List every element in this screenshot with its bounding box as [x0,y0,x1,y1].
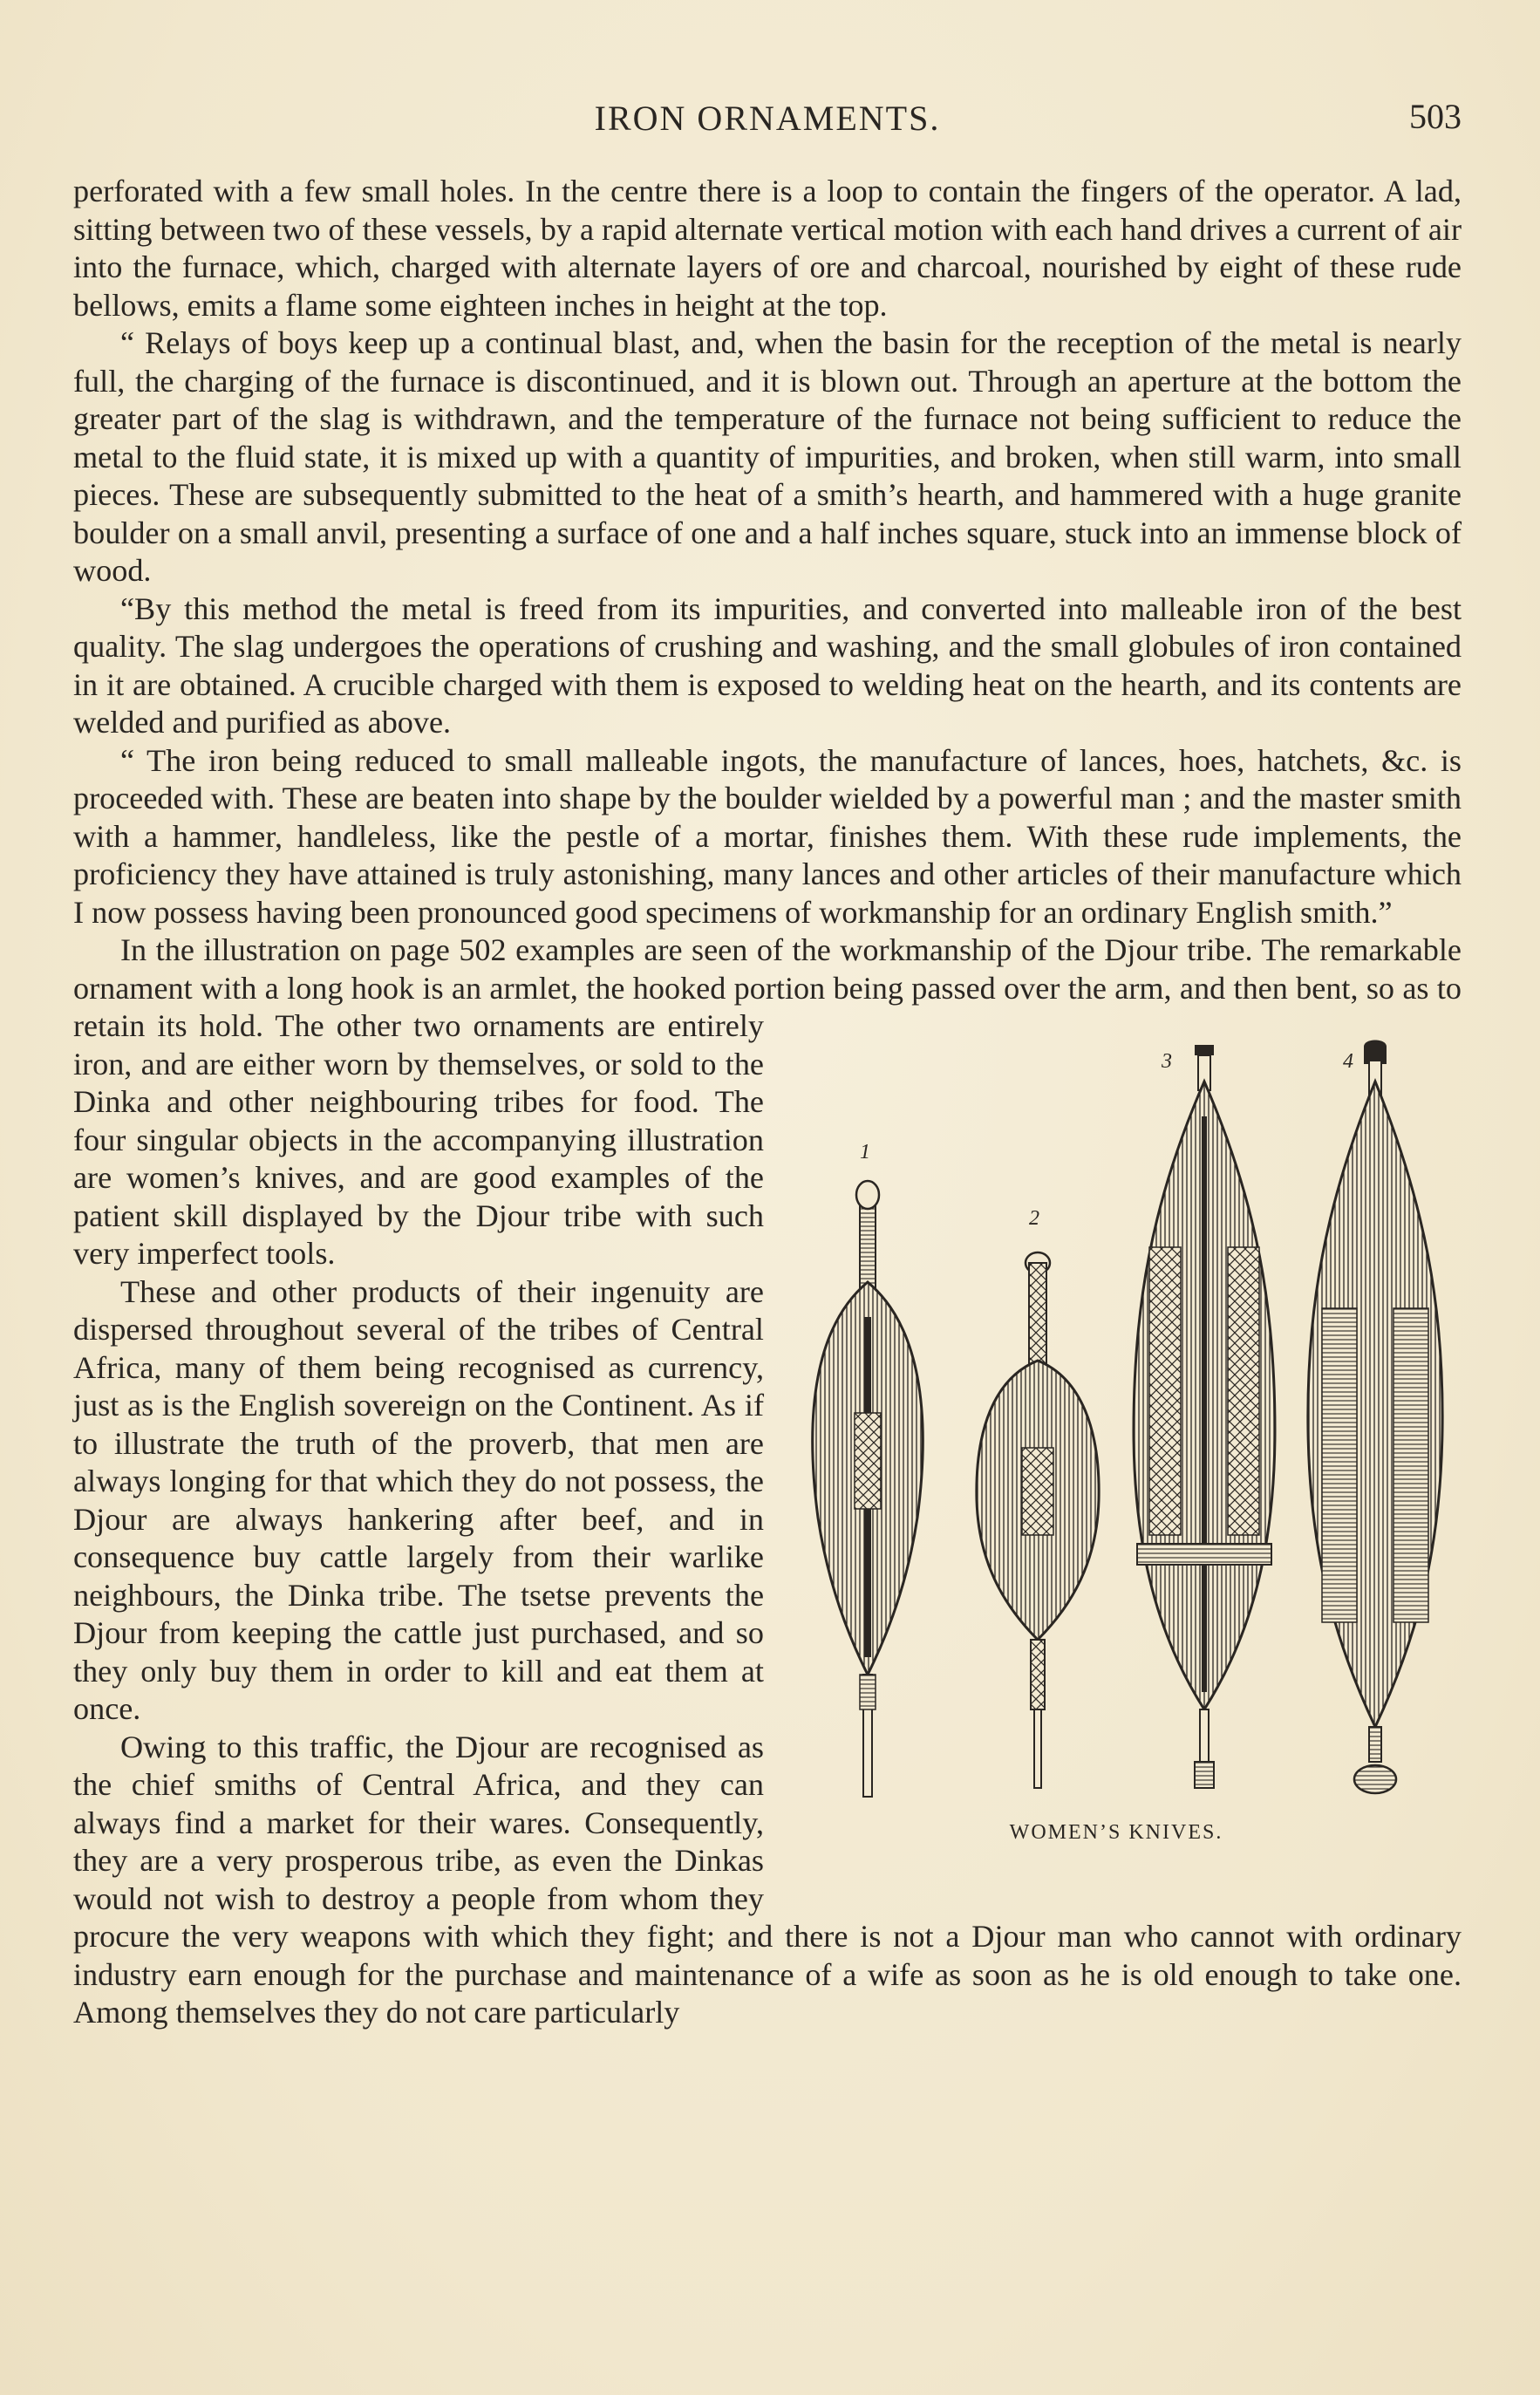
paragraph-4-text: “ The iron being reduced to small malleable ingots, the manufacture of lances, hoes, hatchets, &c. is proceeded with. These are beaten into shape by the boulder wielded by a powerful man ; and the master smith with a hammer, handleless, like the pestle of a mortar, finishes them. With these rude implements, the proficiency they have attained is truly astonishing, many lances and other articles of their manufacture which I now possess having been pronounced good specimens of workmanship for an ordinary English smith.” [73,742,1462,930]
running-head: IRON ORNAMENTS. [594,99,941,138]
figure-caption: WOMEN’S KNIVES. [1009,1821,1223,1844]
paragraph-6: These and other products of their ingenuity are dispersed throughout several of the tribes of Central Africa, many of them being recognised as currency, just as is the English sovereign on the Continent. As if to illustrate the truth of the proverb, that men are always longing for that which they do not possess, the Djour are always hankering after beef, and in consequence buy cattle largely from their warlike neighbours, the Dinka tribe. The tsetse prevents the Djour from keeping the cattle just purchased, and so they only buy them in order to kill and eat them at once. [73,1273,764,1726]
knife-number-3: 3 [1162,1050,1172,1073]
knife-number-2: 2 [1029,1207,1039,1230]
knife-number-4: 4 [1343,1050,1353,1073]
figure-womens-knives [785,1029,1465,1849]
paragraph-7: Owing to this traffic, the Djour are recognised as the chief smiths of Central Africa, and they can always find a market for their wares. Consequently, they are a very prosperous tribe, as even the Dinkas would not wish to destroy a people from whom they procure the very weapons with which they fight; and there is not a Djour man who cannot with ordinary industry earn enough for the purchase and maintenance of a wife as soon as he is old enough to take one. Among themselves they do not care particularly [73,1729,1462,2030]
page-header [73,94,1462,140]
knife-number-1: 1 [860,1141,870,1163]
knife-4 [1308,1041,1442,1794]
paragraph-3: “By this method the metal is freed from its impurities, and converted into malleable iron of the best quality. The slag undergoes the operations of crushing and washing, and the small globules of iron contained in it are obtained. A crucible charged with them is exposed to welding heat on the hearth, and its contents are welded and purified as above. [73,590,1462,740]
paragraph-1: perforated with a few small holes. In the centre there is a loop to contain the fingers of the operator. A lad, sitting between two of these vessels, by a rapid alternate vertical motion with each hand drives a current of air into the furnace, which, charged with alternate layers of ore and charcoal, nourished by eight of these rude bellows, emits a flame some eighteen inches in height at the top. [73,174,1462,323]
page-number: 503 [1409,97,1462,136]
knife-1 [813,1141,923,1797]
knives-illustration [785,1029,1465,1849]
paragraph-4-wrap [73,742,1462,932]
paragraph-2: “ Relays of boys keep up a continual blast, and, when the basin for the reception of the metal is nearly full, the charging of the furnace is discontinued, and it is blown out. Through an aperture at the bottom the greater part of the slag is withdrawn, and the temperature of the furnace not being sufficient to reduce the metal to the fluid state, it is mixed up with a quantity of impurities, and broken, when still warm, into small pieces. These are subsequently submitted to the heat of a smith’s hearth, and hammered with a huge granite boulder on a small anvil, presenting a surface of one and a half inches square, stuck into an immense block of wood. [73,325,1462,588]
paragraph-5: In the illustration on page 502 examples are seen of the workmanship of the Djour tribe. The remarkable ornament with a long hook is an armlet, the hooked portion being passed over the arm, and then bent, so as to retain its hold. The other two ornaments are entirely iron, and are either worn by themselves, or sold to the Dinka and other neighbouring tribes for food. The four singular objects in the accompanying illustration are women’s knives, and are good examples of the patient skill displayed by the Djour tribe with such very imperfect tools. [73,932,1462,1271]
knife-3 [1134,1045,1275,1788]
paragraph-4 [73,742,1462,932]
knife-2 [977,1207,1099,1788]
